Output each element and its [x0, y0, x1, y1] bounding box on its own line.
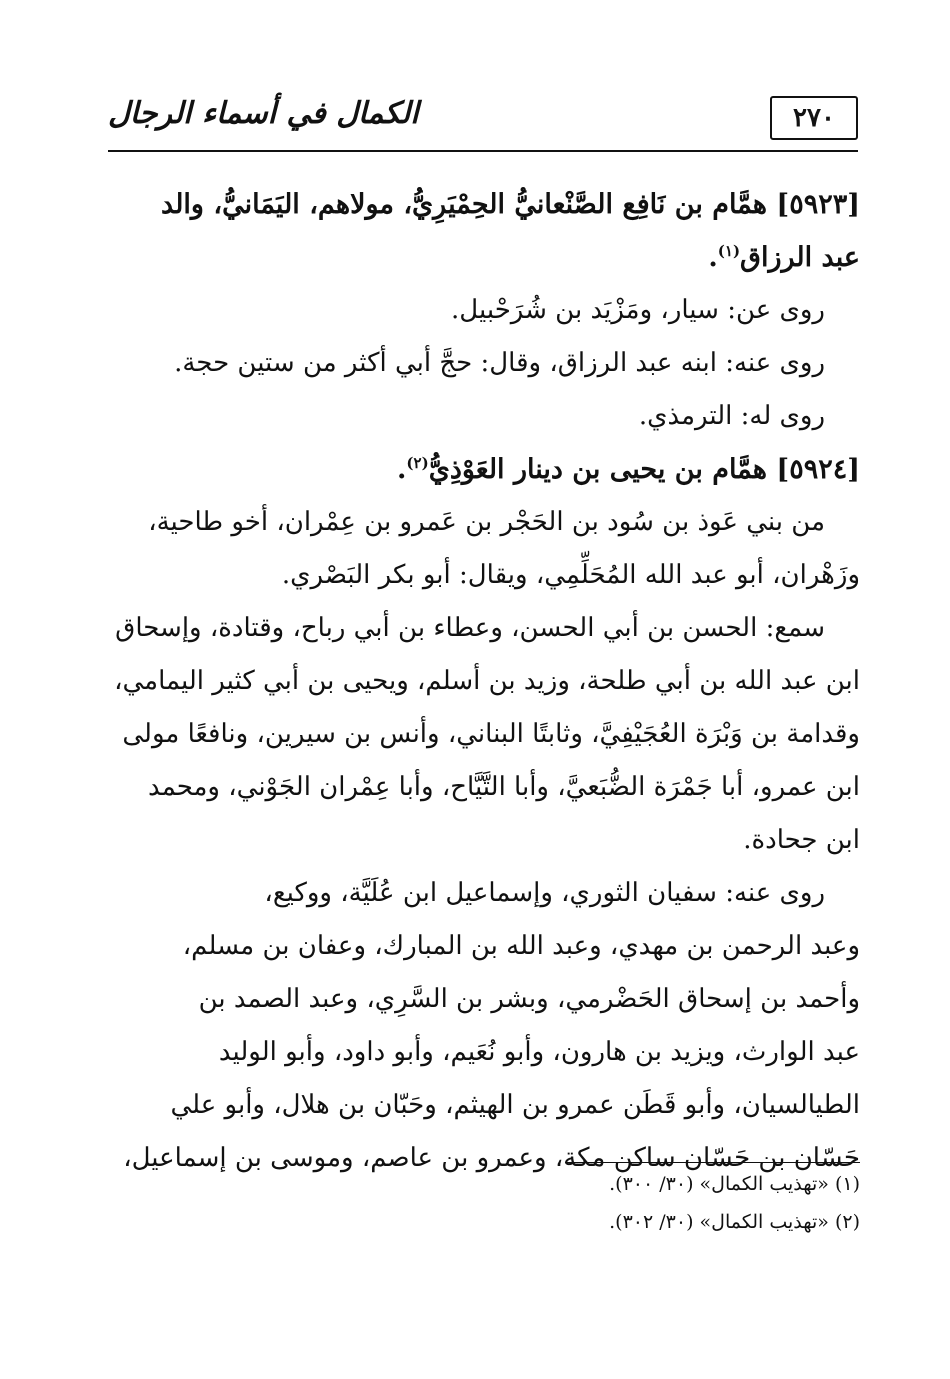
text-line: سمع: الحسن بن أبي الحسن، وعطاء بن أبي رباح، وقتادة، وإسحاق: [115, 613, 825, 643]
text-line: وقدامة بن وَبْرَة العُجَيْفِيَّ، وثابتًا البناني، وأنس بن سيرين، ونافعًا مولى: [122, 719, 860, 749]
main-text: [95, 178, 860, 1185]
text-line: روى عن: سيار، ومَزْيَد بن شُرَحْبيل.: [451, 295, 825, 325]
heading-text: عبد الرزاق: [740, 242, 860, 273]
text-line: ابن جحادة.: [743, 825, 860, 855]
text-line: ابن عمرو، أبا جَمْرَة الضُّبَعيَّ، وأبا التَّيَّاح، وأبا عِمْران الجَوْني، ومحمد: [148, 772, 860, 802]
text-line: ابن عبد الله بن أبي طلحة، وزيد بن أسلم، ويحيى بن أبي كثير اليمامي،: [114, 666, 860, 696]
book-title-calligraphy: الكمال في أسماء الرجال: [108, 96, 419, 131]
footnote-ref-1: (١): [717, 242, 741, 260]
text-line: حَسّان بن حَسّان ساكن مكة، وعمرو بن عاصم، وموسى بن إسماعيل،: [123, 1143, 860, 1173]
text-line: وأحمد بن إسحاق الحَضْرمي، وبشر بن السَّرِي، وعبد الصمد بن: [198, 984, 860, 1014]
header-divider: [108, 150, 858, 152]
entry-5923-heading-cont: عبد الرزاق$^{(١)}$.: [708, 242, 860, 273]
text-line: روى له: الترمذي.: [638, 401, 825, 431]
footnotes: [95, 1162, 860, 1239]
text-line: روى عنه: ابنه عبد الرزاق، وقال: حجَّ أبي أكثر من ستين حجة.: [174, 348, 825, 378]
footnote-2: (٢) «تهذيب الكمال» (٣٠/ ٣٠٢).: [609, 1211, 860, 1233]
text-line: من بني عَوذ بن سُود بن الحَجْر بن عَمرو بن عِمْران، أخو طاحية،: [148, 507, 825, 537]
page-header: [108, 90, 858, 152]
text-line: روى عنه: سفيان الثوري، وإسماعيل ابن عُلَيَّة، ووكيع،: [264, 878, 825, 908]
text-line: الطيالسيان، وأبو قَطَن عمرو بن الهيثم، وحَبّان بن هلال، وأبو علي: [170, 1090, 860, 1120]
footnote-1: (١) «تهذيب الكمال» (٣٠/ ٣٠٠).: [609, 1173, 860, 1195]
footnote-ref-2: (٢): [406, 454, 429, 472]
text-line: وزَهْران، أبو عبد الله المُحَلِّمِي، ويقال: أبو بكر البَصْري.: [281, 560, 860, 590]
entry-5924-heading: [٥٩٢٤] همَّام بن يحيى بن دينار العَوْذِيُّ$^{(٢)}$.: [397, 454, 860, 485]
entry-5923-heading: [٥٩٢٣] همَّام بن نَافِع الصَّنْعانيُّ الحِمْيَرِيُّ، مولاهم، اليَمَانيُّ، والد: [161, 189, 860, 220]
page-number: ٢٧٠: [770, 96, 858, 140]
text-line: وعبد الرحمن بن مهدي، وعبد الله بن المبارك، وعفان بن مسلم،: [182, 931, 860, 961]
text-line: عبد الوارث، ويزيد بن هارون، وأبو نُعَيم، وأبو داود، وأبو الوليد: [218, 1037, 860, 1067]
heading-text: [٥٩٢٤] همَّام بن يحيى بن دينار العَوْذِيُّ: [428, 454, 860, 485]
footnote-divider: [565, 1162, 860, 1163]
